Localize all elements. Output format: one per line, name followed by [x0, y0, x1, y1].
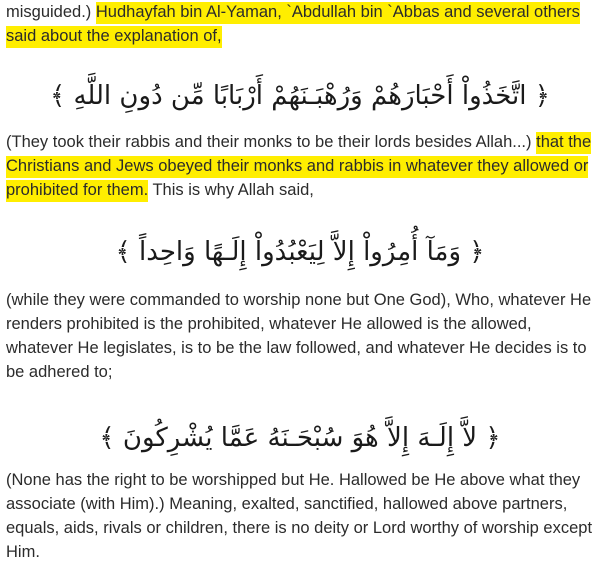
highlighted-text: Hudhayfah bin Al-Yaman, `Abdullah bin `Abbas and several others said about the explanation of,	[6, 2, 580, 48]
paragraph-intro-text: misguided.)	[6, 3, 92, 21]
paragraph-conclusion: (None has the right to be worshipped but He. Hallowed be He above what they associate (with Him).) Meaning, exalted, sanctified, hallowed above partners, equals, aids, rivals or children, there is no deity or Lord worthy of worship except Him.	[6, 471, 593, 561]
paragraph-translation-text: (They took their rabbis and their monks to be their lords besides Allah...)	[6, 133, 532, 151]
quran-verse-1: ﴿ اتَّخَذُواْ أَحْبَارَهُمْ وَرُهْبَـنَهُمْ أَرْبَابًا مِّن دُونِ اللَّهِ ﴾	[49, 81, 551, 111]
quran-verse-3: ﴿ لاَّ إِلَـهَ إِلاَّ هُوَ سُبْحَـنَهُ عَمَّا يُشْرِكُونَ ﴾	[99, 423, 501, 453]
paragraph-lead-in-text: This is why Allah said,	[152, 181, 314, 199]
quran-verse-2: ﴿ وَمَآ أُمِرُواْ إِلاَّ لِيَعْبُدُواْ إِلَـهًا وَاحِداً ﴾	[115, 237, 485, 267]
paragraph-commentary: (while they were commanded to worship none but One God), Who, whatever He renders prohibited is the prohibited, whatever He allowed is the allowed, whatever He legislates, is to be the law followed, and whatever He decides is to be adhered to;	[6, 291, 592, 381]
highlighted-text: that the Christians and Jews obeyed their monks and rabbis in whatever they allowed or prohibited for them.	[6, 132, 591, 202]
paragraph-intro	[6, 0, 594, 48]
paragraph-explanation	[6, 130, 594, 202]
